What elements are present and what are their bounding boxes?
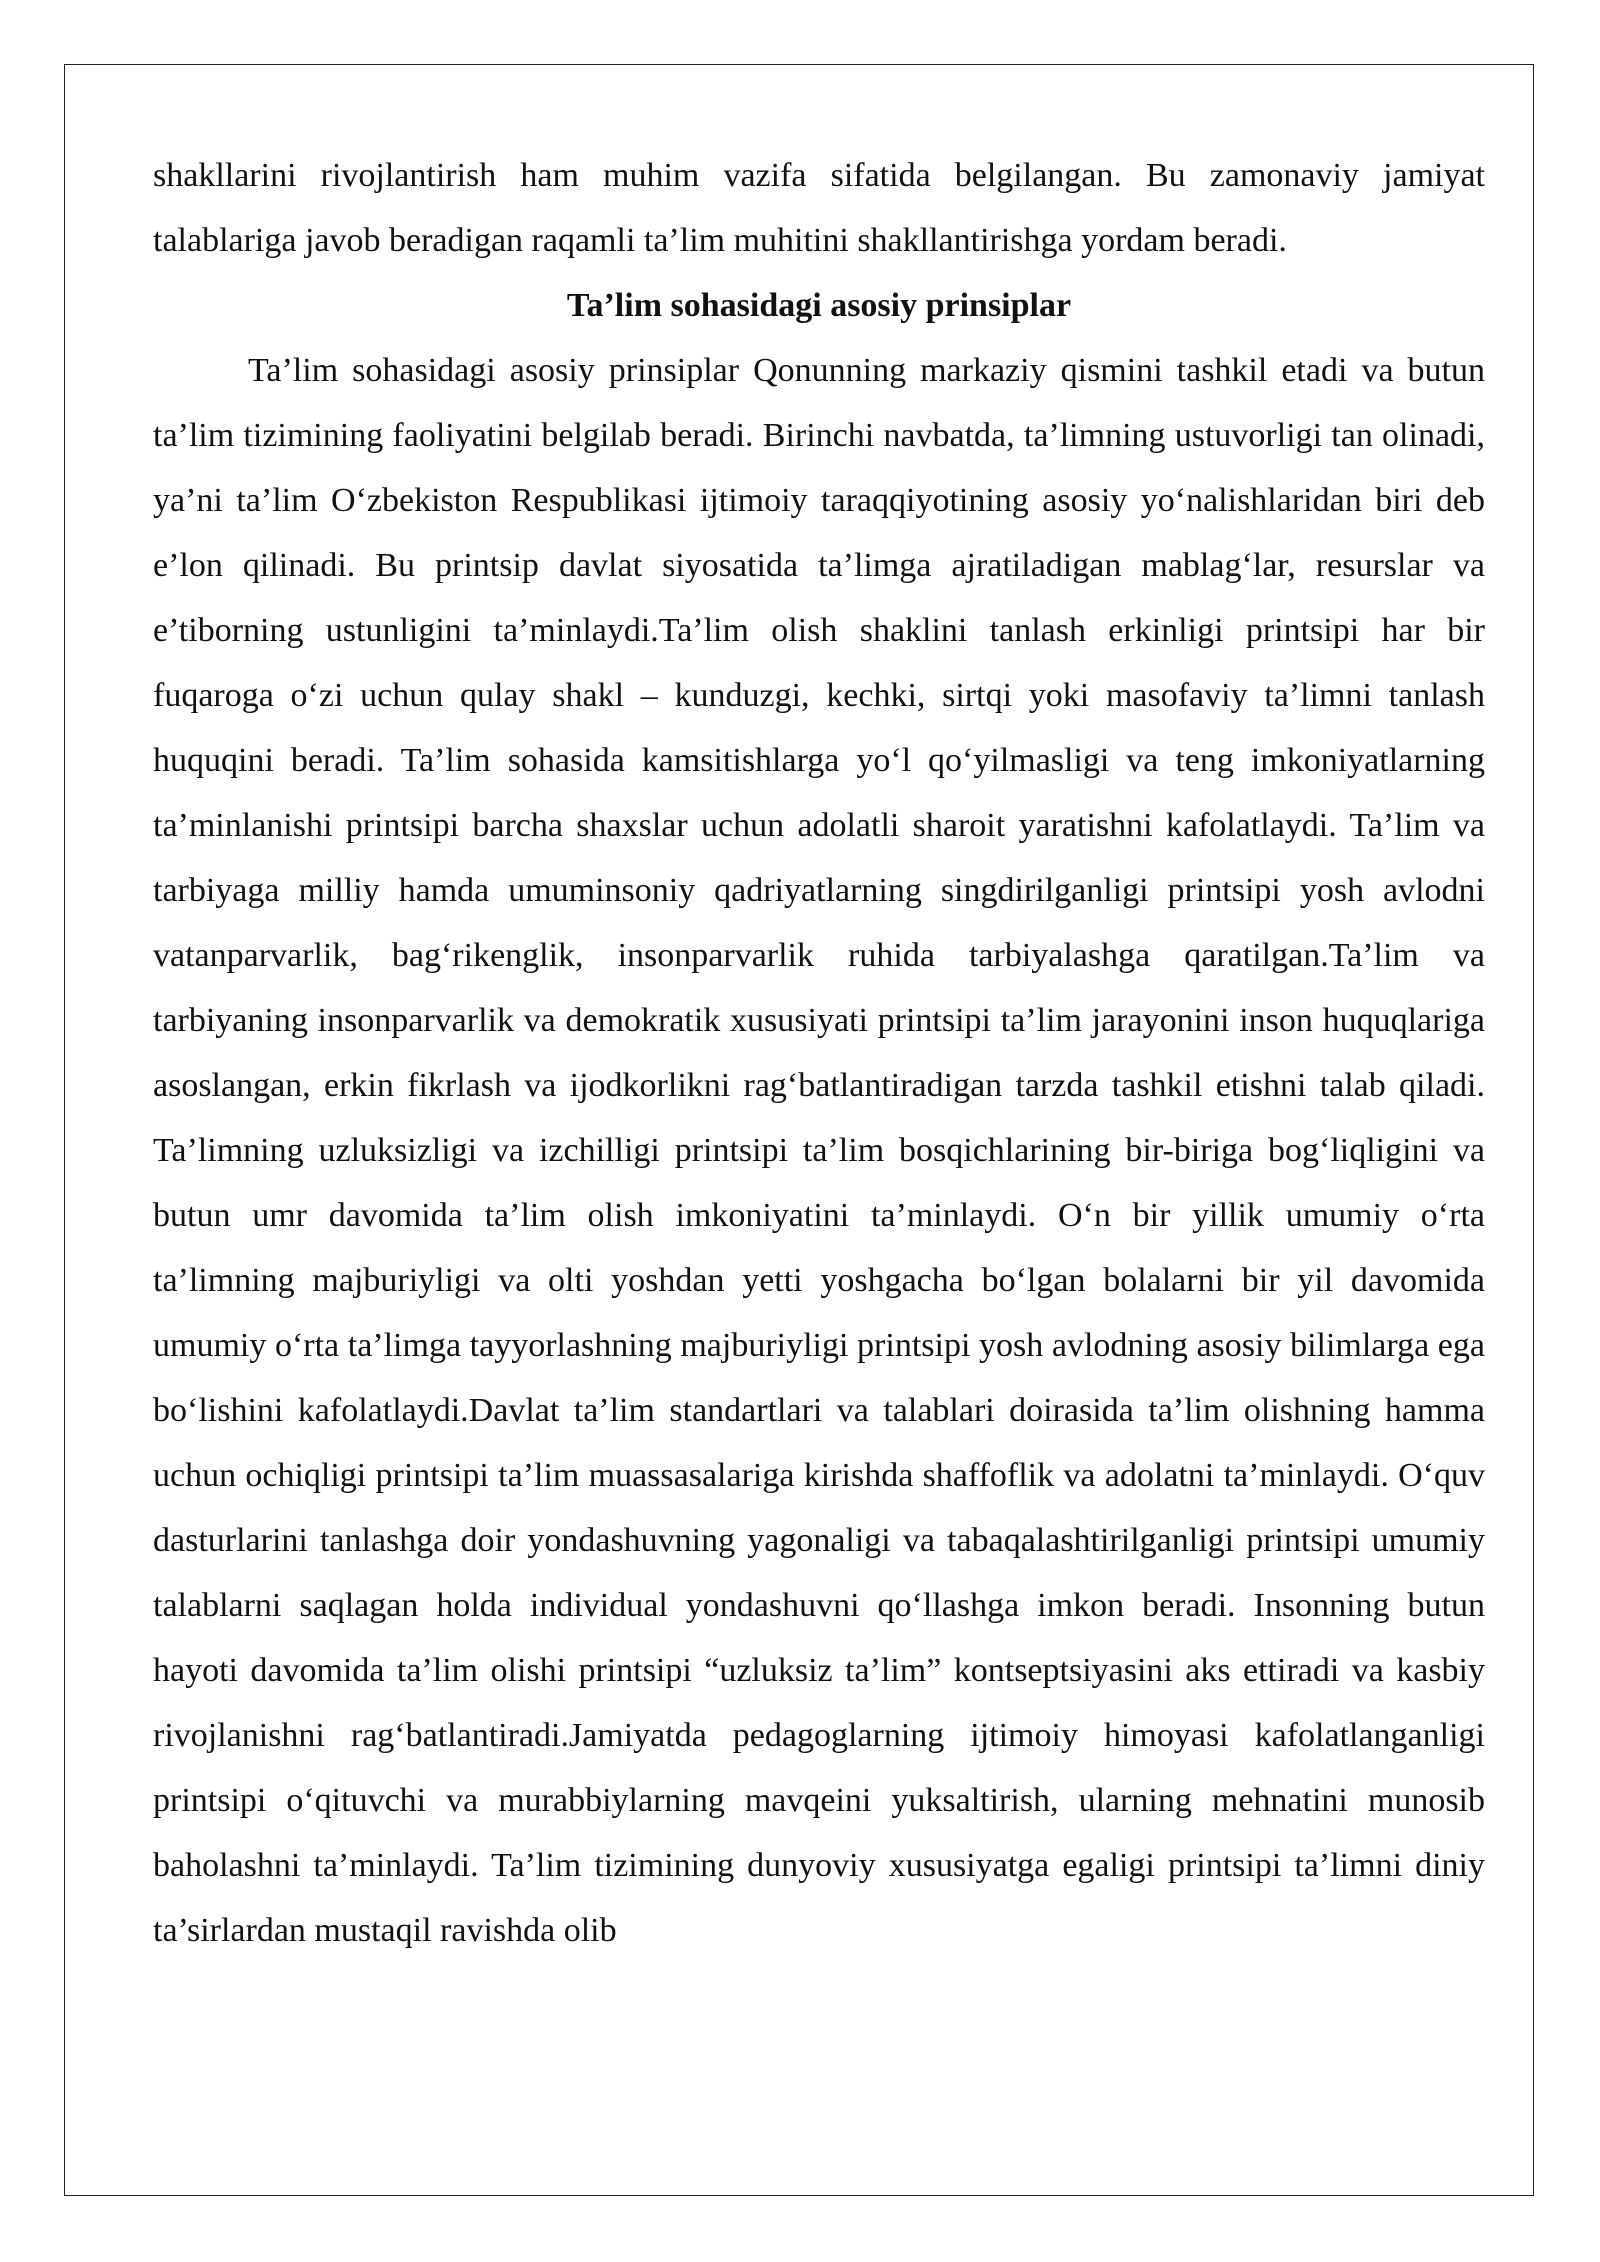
document-body xyxy=(153,143,1485,1963)
section-title: Ta’lim sohasidagi asosiy prinsiplar xyxy=(566,287,1072,324)
intro-paragraph: shakllarini rivojlantirish ham muhim vazifa sifatida belgilangan. Bu zamonaviy jamiyat talablariga javob beradigan raqamli ta’lim muhitini shakllantirishga yordam beradi. xyxy=(153,157,1485,259)
body-paragraph: Ta’lim sohasidagi asosiy prinsiplar Qonunning markaziy qismini tashkil etadi va butun ta’lim tizimining faoliyatini belgilab beradi. Birinchi navbatda, ta’limning ustuvorligi tan olinadi, ya’ni ta’lim O‘zbekiston Respublikasi ijtimoiy taraqqiyotining asosiy yo‘nalishlaridan biri deb e’lon qilinadi. Bu printsip davlat siyosatida ta’limga ajratiladigan mablag‘lar, resurslar va e’tiborning ustunligini ta’minlaydi.Ta’lim olish shaklini tanlash erkinligi printsipi har bir fuqaroga o‘zi uchun qulay shakl – kunduzgi, kechki, sirtqi yoki masofaviy ta’limni tanlash huquqini beradi. Ta’lim sohasida kamsitishlarga yo‘l qo‘yilmasligi va teng imkoniyatlarning ta’minlanishi printsipi barcha shaxslar uchun adolatli sharoit yaratishni kafolatlaydi. Ta’lim va tarbiyaga milliy hamda umuminsoniy qadriyatlarning singdirilganligi printsipi yosh avlodni vatanparvarlik, bag‘rikenglik, insonparvarlik ruhida tarbiyalashga qaratilgan.Ta’lim va tarbiyaning insonparvarlik va demokratik xususiyati printsipi ta’lim jarayonini inson huquqlariga asoslangan, erkin fikrlash va ijodkorlikni rag‘batlantiradigan tarzda tashkil etishni talab qiladi. Ta’limning uzluksizligi va izchilligi printsipi ta’lim bosqichlarining bir-biriga bog‘liqligini va butun umr davomida ta’lim olish imkoniyatini ta’minlaydi. O‘n bir yillik umumiy o‘rta ta’limning majburiyligi va olti yoshdan yetti yoshgacha bo‘lgan bolalarni bir yil davomida umumiy o‘rta ta’limga tayyorlashning majburiyligi printsipi yosh avlodning asosiy bilimlarga ega bo‘lishini kafolatlaydi.Davlat ta’lim standartlari va talablari doirasida ta’lim olishning hamma uchun ochiqligi printsipi ta’lim muassasalariga kirishda shaffoflik va adolatni ta’minlaydi. O‘quv dasturlarini tanlashga doir yondashuvning yagonaligi va tabaqalashtirilganligi printsipi umumiy talablarni saqlagan holda individual yondashuvni qo‘llashga imkon beradi. Insonning butun hayoti davomida ta’lim olishi printsipi “uzluksiz ta’lim” kontseptsiyasini aks ettiradi va kasbiy rivojlanishni rag‘batlantiradi.Jamiyatda pedagoglarning ijtimoiy himoyasi kafolatlanganligi printsipi o‘qituvchi va murabbiylarning mavqeini yuksaltirish, ularning mehnatini munosib baholashni ta’minlaydi. Ta’lim tizimining dunyoviy xususiyatga egaligi printsipi ta’limni diniy ta’sirlardan mustaqil ravishda olib xyxy=(153,352,1485,1949)
